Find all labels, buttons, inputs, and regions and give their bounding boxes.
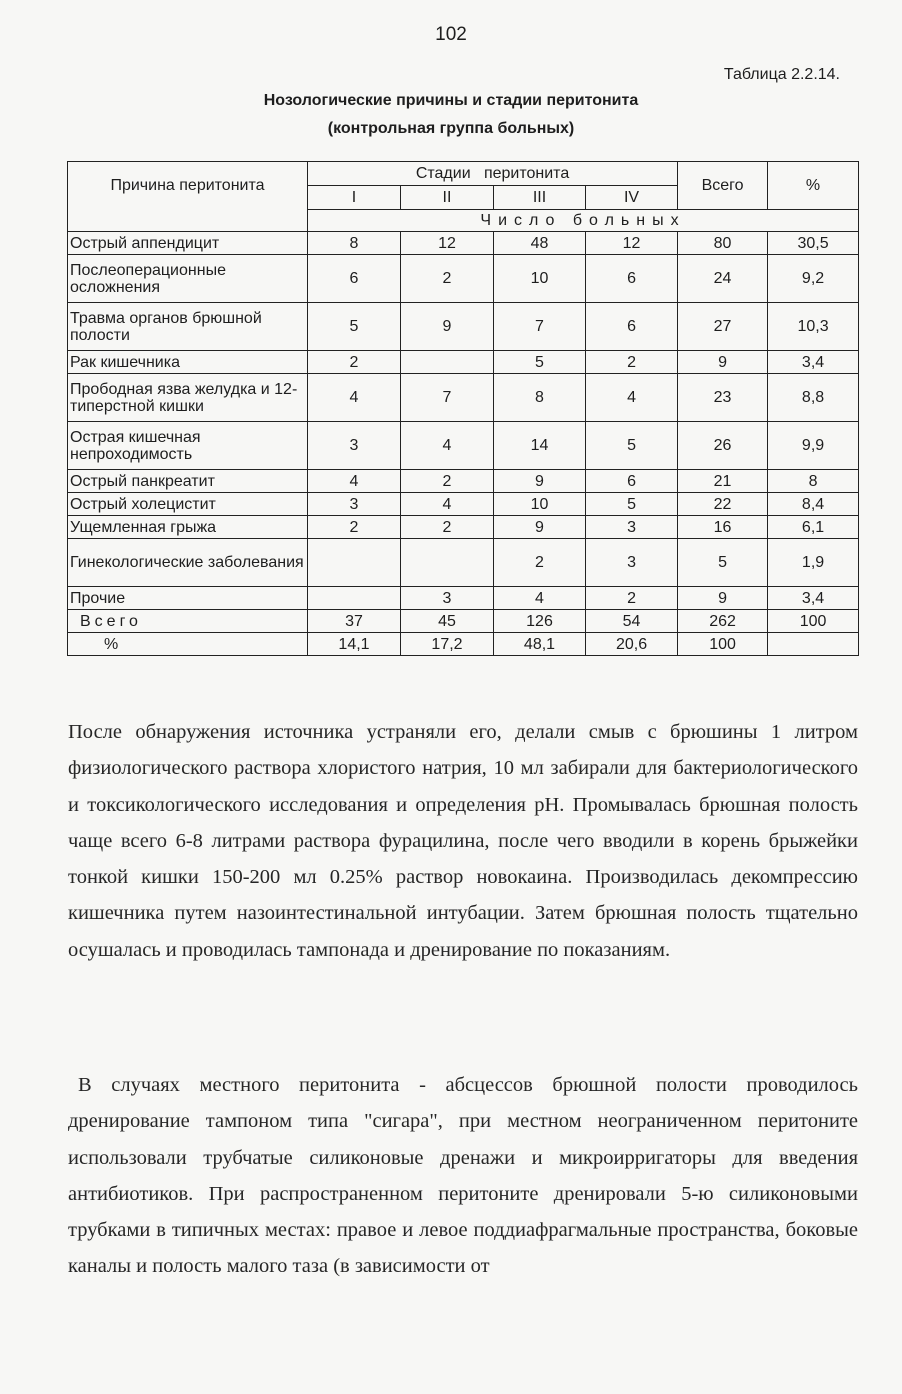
value-cell-s4: 4: [586, 374, 678, 422]
peritonitis-table: [67, 161, 859, 656]
value-cell-s2: 3: [401, 587, 494, 610]
total-row-cell-total: 262: [678, 610, 768, 633]
value-cell-s1: 5: [308, 303, 401, 351]
value-cell-s3: 48: [494, 232, 586, 255]
value-cell-s3: 10: [494, 255, 586, 303]
value-cell-s4: 12: [586, 232, 678, 255]
table-row: [68, 422, 859, 470]
paragraph-2: [68, 1067, 858, 1285]
value-cell-total: 9: [678, 587, 768, 610]
cause-cell: Гинекологические заболевания: [68, 539, 308, 587]
value-cell-s3: 14: [494, 422, 586, 470]
value-cell-s1: 4: [308, 470, 401, 493]
cause-cell: Острый холецистит: [68, 493, 308, 516]
percent-row-label: %: [68, 633, 308, 656]
value-cell-total: 27: [678, 303, 768, 351]
cause-cell: Прочие: [68, 587, 308, 610]
value-cell-s2: 4: [401, 493, 494, 516]
page-number: 102: [435, 24, 467, 45]
table-row: [68, 470, 859, 493]
table-row: [68, 255, 859, 303]
header-stages: Стадии перитонита: [308, 162, 678, 186]
total-row-cell-s2: 45: [401, 610, 494, 633]
value-cell-pct: 30,5: [768, 232, 859, 255]
value-cell-pct: 3,4: [768, 351, 859, 374]
header-cause-filler: [68, 210, 308, 232]
paragraph-1: [68, 714, 858, 968]
header-stage-2: II: [401, 186, 494, 210]
value-cell-total: 24: [678, 255, 768, 303]
value-cell-s4: 6: [586, 470, 678, 493]
value-cell-pct: 8,4: [768, 493, 859, 516]
value-cell-pct: 9,2: [768, 255, 859, 303]
cause-cell: Травма органов брюшной полости: [68, 303, 308, 351]
value-cell-total: 23: [678, 374, 768, 422]
value-cell-s3: 2: [494, 539, 586, 587]
header-stage-4: IV: [586, 186, 678, 210]
value-cell-s1: [308, 587, 401, 610]
value-cell-s1: 2: [308, 516, 401, 539]
value-cell-total: 26: [678, 422, 768, 470]
header-stage-1: I: [308, 186, 401, 210]
subheader-patient-count: Число больных: [308, 210, 859, 232]
value-cell-s1: [308, 539, 401, 587]
value-cell-s2: 2: [401, 255, 494, 303]
total-row-label: Всего: [68, 610, 308, 633]
cause-cell: Прободная язва желудка и 12-типерстной кишки: [68, 374, 308, 422]
table-row: [68, 232, 859, 255]
paragraph-2-text: В случаях местного перитонита - абсцессов брюшной полости проводилось дренирование тампоном типа "сигара", при местном неограниченном перитоните использовали трубчатые силиконовые дренажи и микроирригаторы для введения антибиотиков. При распространенном перитоните дренировали 5-ю силиконовыми трубками в типичных местах: правое и левое поддиафрагмальные пространства, боковые каналы и полость малого таза (в зависимости от: [68, 1074, 858, 1278]
value-cell-pct: 8: [768, 470, 859, 493]
total-row-cell-s3: 126: [494, 610, 586, 633]
value-cell-total: 80: [678, 232, 768, 255]
percent-row-cell-total: 100: [678, 633, 768, 656]
percent-row: [68, 633, 859, 656]
percent-row-cell-s4: 20,6: [586, 633, 678, 656]
value-cell-pct: 1,9: [768, 539, 859, 587]
value-cell-total: 9: [678, 351, 768, 374]
total-row-cell-s1: 37: [308, 610, 401, 633]
value-cell-s3: 8: [494, 374, 586, 422]
cause-cell: Острая кишечная непроходимость: [68, 422, 308, 470]
cause-cell: Рак кишечника: [68, 351, 308, 374]
value-cell-s4: 5: [586, 493, 678, 516]
percent-row-cell-pct: [768, 633, 859, 656]
table-row: [68, 539, 859, 587]
table-row: [68, 493, 859, 516]
value-cell-s1: 3: [308, 493, 401, 516]
paragraph-1-text: После обнаружения источника устраняли его, делали смыв с брюшины 1 литром физиологического раствора хлористого натрия, 10 мл забирали для бактериологического и токсикологического исследования и определения pH. Промывалась брюшная полость чаще всего 6-8 литрами раствора фурацилина, после чего вводили в корень брыжейки тонкой кишки 150-200 мл 0.25% раствор новокаина. Производилась декомпрессию кишечника путем назоинтестинальной интубации. Затем брюшная полость тщательно осушалась и проводилась тампонада и дренирование по показаниям.: [68, 721, 858, 961]
cause-cell: Ущемленная грыжа: [68, 516, 308, 539]
value-cell-pct: 6,1: [768, 516, 859, 539]
table-row: [68, 587, 859, 610]
value-cell-s4: 6: [586, 255, 678, 303]
value-cell-s2: 2: [401, 516, 494, 539]
value-cell-s3: 5: [494, 351, 586, 374]
value-cell-s2: 2: [401, 470, 494, 493]
table-row: [68, 374, 859, 422]
value-cell-pct: 10,3: [768, 303, 859, 351]
value-cell-s4: 3: [586, 516, 678, 539]
value-cell-s4: 2: [586, 587, 678, 610]
value-cell-s2: 9: [401, 303, 494, 351]
value-cell-total: 22: [678, 493, 768, 516]
value-cell-s4: 6: [586, 303, 678, 351]
value-cell-s2: [401, 351, 494, 374]
value-cell-s3: 7: [494, 303, 586, 351]
cause-cell: Острый панкреатит: [68, 470, 308, 493]
value-cell-s4: 5: [586, 422, 678, 470]
value-cell-pct: 8,8: [768, 374, 859, 422]
table-title: Нозологические причины и стадии перитонита: [263, 92, 639, 109]
header-percent: %: [768, 162, 859, 210]
value-cell-s1: 8: [308, 232, 401, 255]
cause-cell: Острый аппендицит: [68, 232, 308, 255]
value-cell-s4: 3: [586, 539, 678, 587]
value-cell-s2: 7: [401, 374, 494, 422]
header-stage-3: III: [494, 186, 586, 210]
value-cell-s1: 3: [308, 422, 401, 470]
value-cell-s3: 10: [494, 493, 586, 516]
value-cell-s2: 4: [401, 422, 494, 470]
percent-row-cell-s3: 48,1: [494, 633, 586, 656]
value-cell-pct: 3,4: [768, 587, 859, 610]
total-row-cell-s4: 54: [586, 610, 678, 633]
value-cell-s1: 4: [308, 374, 401, 422]
value-cell-s2: 12: [401, 232, 494, 255]
percent-row-cell-s1: 14,1: [308, 633, 401, 656]
value-cell-total: 21: [678, 470, 768, 493]
total-row: [68, 610, 859, 633]
total-row-cell-pct: 100: [768, 610, 859, 633]
value-cell-total: 5: [678, 539, 768, 587]
table-row: [68, 303, 859, 351]
value-cell-total: 16: [678, 516, 768, 539]
header-cause: Причина перитонита: [68, 162, 308, 210]
table-row: [68, 516, 859, 539]
value-cell-s3: 9: [494, 516, 586, 539]
table-row: [68, 351, 859, 374]
value-cell-pct: 9,9: [768, 422, 859, 470]
value-cell-s3: 9: [494, 470, 586, 493]
table-subtitle: (контрольная группа больных): [327, 120, 575, 137]
table-label: Таблица 2.2.14.: [723, 66, 840, 83]
value-cell-s3: 4: [494, 587, 586, 610]
value-cell-s1: 2: [308, 351, 401, 374]
cause-cell: Послеоперационные осложнения: [68, 255, 308, 303]
value-cell-s4: 2: [586, 351, 678, 374]
value-cell-s1: 6: [308, 255, 401, 303]
value-cell-s2: [401, 539, 494, 587]
percent-row-cell-s2: 17,2: [401, 633, 494, 656]
header-total: Всего: [678, 162, 768, 210]
